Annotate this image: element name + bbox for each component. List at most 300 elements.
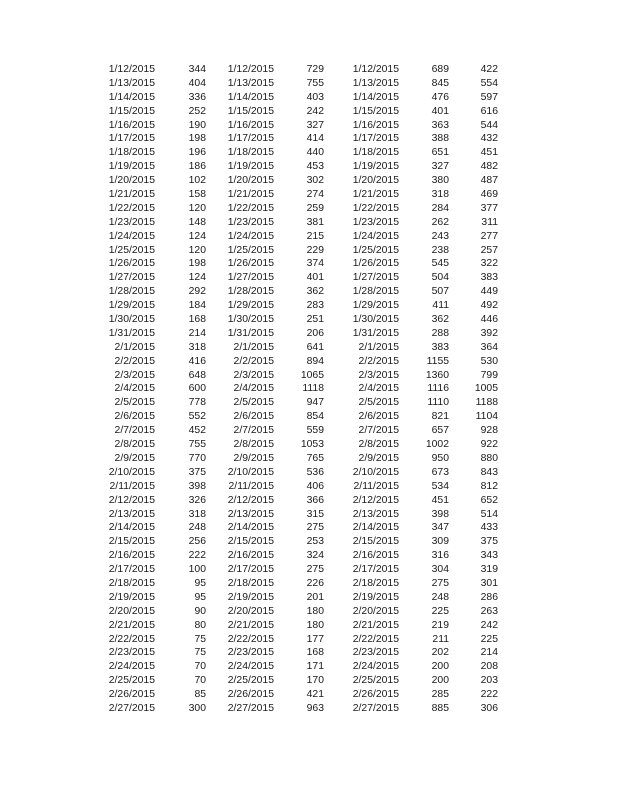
value-col-4: 1005 bbox=[474, 383, 498, 395]
table-row bbox=[0, 160, 618, 174]
date-col-3: 2/18/2015 bbox=[352, 577, 399, 589]
date-col-3: 2/22/2015 bbox=[352, 633, 399, 645]
value-col-4: 277 bbox=[480, 230, 498, 242]
date-col-1: 2/20/2015 bbox=[108, 605, 155, 617]
value-col-4: 843 bbox=[480, 466, 498, 478]
value-col-3: 380 bbox=[431, 175, 449, 187]
value-col-4: 375 bbox=[480, 536, 498, 548]
date-col-3: 2/24/2015 bbox=[352, 661, 399, 673]
value-col-2: 171 bbox=[306, 661, 324, 673]
date-col-3: 2/8/2015 bbox=[358, 439, 399, 451]
value-col-1: 318 bbox=[188, 341, 206, 353]
value-col-3: 318 bbox=[431, 189, 449, 201]
value-col-2: 765 bbox=[306, 452, 324, 464]
date-col-2: 2/5/2015 bbox=[233, 397, 274, 409]
value-col-1: 70 bbox=[194, 675, 206, 687]
date-col-3: 2/2/2015 bbox=[358, 355, 399, 367]
value-col-3: 363 bbox=[431, 119, 449, 131]
date-col-2: 1/21/2015 bbox=[227, 189, 274, 201]
value-col-1: 256 bbox=[188, 536, 206, 548]
date-col-2: 1/26/2015 bbox=[227, 258, 274, 270]
value-col-4: 322 bbox=[480, 258, 498, 270]
date-col-2: 1/19/2015 bbox=[227, 161, 274, 173]
value-col-1: 95 bbox=[194, 591, 206, 603]
date-col-1: 1/18/2015 bbox=[108, 147, 155, 159]
date-col-1: 2/26/2015 bbox=[108, 689, 155, 701]
date-col-3: 1/12/2015 bbox=[352, 64, 399, 75]
value-col-4: 263 bbox=[480, 605, 498, 617]
value-col-3: 1360 bbox=[425, 369, 449, 381]
value-col-1: 404 bbox=[188, 77, 206, 89]
value-col-2: 1118 bbox=[302, 383, 324, 395]
date-col-3: 1/23/2015 bbox=[352, 216, 399, 228]
table-row bbox=[0, 132, 618, 146]
value-col-1: 452 bbox=[188, 425, 206, 437]
value-col-4: 222 bbox=[480, 689, 498, 701]
date-col-2: 2/18/2015 bbox=[227, 577, 274, 589]
value-col-1: 196 bbox=[188, 147, 206, 159]
value-col-4: 377 bbox=[480, 202, 498, 214]
value-col-2: 641 bbox=[306, 341, 324, 353]
date-col-2: 1/24/2015 bbox=[227, 230, 274, 242]
value-col-3: 347 bbox=[431, 522, 449, 534]
date-col-2: 1/14/2015 bbox=[227, 91, 274, 103]
value-col-3: 885 bbox=[431, 702, 449, 714]
value-col-1: 85 bbox=[194, 689, 206, 701]
value-col-3: 219 bbox=[431, 619, 449, 631]
value-col-2: 362 bbox=[306, 286, 324, 298]
value-col-3: 411 bbox=[432, 300, 449, 312]
table-row bbox=[0, 646, 618, 660]
date-col-1: 1/14/2015 bbox=[108, 91, 155, 103]
date-col-2: 2/4/2015 bbox=[233, 383, 274, 395]
table-row bbox=[0, 355, 618, 369]
value-col-3: 304 bbox=[431, 564, 449, 576]
value-col-3: 309 bbox=[431, 536, 449, 548]
value-col-1: 778 bbox=[188, 397, 206, 409]
value-col-1: 248 bbox=[188, 522, 206, 534]
value-col-2: 406 bbox=[306, 480, 324, 492]
value-col-1: 375 bbox=[188, 466, 206, 478]
value-col-3: 1155 bbox=[426, 355, 449, 367]
date-col-1: 1/31/2015 bbox=[108, 327, 155, 339]
date-col-1: 2/18/2015 bbox=[108, 577, 155, 589]
table-row bbox=[0, 202, 618, 216]
value-col-1: 336 bbox=[188, 91, 206, 103]
value-col-1: 552 bbox=[188, 411, 206, 423]
date-col-3: 2/10/2015 bbox=[352, 466, 399, 478]
table-row bbox=[0, 299, 618, 313]
value-col-3: 507 bbox=[431, 286, 449, 298]
table-row bbox=[0, 382, 618, 396]
date-col-2: 2/13/2015 bbox=[227, 508, 274, 520]
table-row bbox=[0, 216, 618, 230]
date-col-1: 2/3/2015 bbox=[114, 369, 155, 381]
date-col-2: 2/10/2015 bbox=[227, 466, 274, 478]
value-col-1: 292 bbox=[188, 286, 206, 298]
table-row bbox=[0, 535, 618, 549]
value-col-1: 416 bbox=[188, 355, 206, 367]
date-col-2: 1/25/2015 bbox=[227, 244, 274, 256]
date-col-2: 2/12/2015 bbox=[227, 494, 274, 506]
date-col-1: 2/2/2015 bbox=[114, 355, 155, 367]
value-col-2: 259 bbox=[306, 202, 324, 214]
value-col-2: 381 bbox=[306, 216, 324, 228]
value-col-1: 90 bbox=[194, 605, 206, 617]
date-col-1: 1/27/2015 bbox=[108, 272, 155, 284]
date-col-2: 1/18/2015 bbox=[227, 147, 274, 159]
date-col-3: 2/13/2015 bbox=[352, 508, 399, 520]
value-col-4: 544 bbox=[480, 119, 498, 131]
value-col-3: 689 bbox=[431, 64, 449, 75]
date-col-3: 1/14/2015 bbox=[352, 91, 399, 103]
table-row bbox=[0, 244, 618, 258]
date-col-2: 2/9/2015 bbox=[233, 452, 274, 464]
date-col-3: 1/25/2015 bbox=[352, 244, 399, 256]
value-col-2: 170 bbox=[306, 675, 324, 687]
date-col-3: 2/7/2015 bbox=[358, 425, 399, 437]
table-row bbox=[0, 688, 618, 702]
date-col-3: 1/27/2015 bbox=[352, 272, 399, 284]
value-col-2: 324 bbox=[306, 550, 324, 562]
date-col-1: 2/11/2015 bbox=[109, 480, 155, 492]
value-col-4: 492 bbox=[480, 300, 498, 312]
value-col-4: 880 bbox=[480, 452, 498, 464]
value-col-3: 534 bbox=[431, 480, 449, 492]
date-col-2: 1/31/2015 bbox=[227, 327, 274, 339]
date-col-1: 2/13/2015 bbox=[108, 508, 155, 520]
table-row bbox=[0, 91, 618, 105]
value-col-4: 469 bbox=[480, 189, 498, 201]
date-col-2: 2/24/2015 bbox=[227, 661, 274, 673]
value-col-2: 206 bbox=[306, 327, 324, 339]
date-col-1: 1/23/2015 bbox=[108, 216, 155, 228]
date-col-2: 2/3/2015 bbox=[233, 369, 274, 381]
date-col-2: 2/14/2015 bbox=[227, 522, 274, 534]
value-col-4: 203 bbox=[480, 675, 498, 687]
value-col-2: 274 bbox=[306, 189, 324, 201]
date-col-3: 1/20/2015 bbox=[352, 175, 399, 187]
value-col-4: 597 bbox=[480, 91, 498, 103]
date-col-1: 2/22/2015 bbox=[108, 633, 155, 645]
value-col-2: 215 bbox=[306, 230, 324, 242]
value-col-2: 180 bbox=[306, 605, 324, 617]
value-col-4: 306 bbox=[480, 702, 498, 714]
date-col-2: 2/21/2015 bbox=[227, 619, 274, 631]
date-col-2: 2/8/2015 bbox=[233, 439, 274, 451]
value-col-2: 536 bbox=[306, 466, 324, 478]
value-col-1: 75 bbox=[194, 647, 206, 659]
date-col-3: 1/13/2015 bbox=[352, 77, 399, 89]
date-col-2: 2/2/2015 bbox=[233, 355, 274, 367]
date-col-1: 2/7/2015 bbox=[114, 425, 155, 437]
value-col-1: 102 bbox=[188, 175, 206, 187]
value-col-2: 302 bbox=[306, 175, 324, 187]
value-col-4: 208 bbox=[480, 661, 498, 673]
date-col-2: 1/13/2015 bbox=[227, 77, 274, 89]
value-col-4: 922 bbox=[480, 439, 498, 451]
date-col-1: 1/20/2015 bbox=[108, 175, 155, 187]
table-row bbox=[0, 605, 618, 619]
date-col-1: 1/13/2015 bbox=[108, 77, 155, 89]
date-col-2: 2/27/2015 bbox=[227, 702, 274, 714]
date-col-3: 1/24/2015 bbox=[352, 230, 399, 242]
date-col-3: 2/6/2015 bbox=[358, 411, 399, 423]
date-col-1: 2/1/2015 bbox=[114, 341, 155, 353]
value-col-4: 392 bbox=[480, 327, 498, 339]
table-row bbox=[0, 396, 618, 410]
value-col-2: 242 bbox=[306, 105, 324, 117]
value-col-1: 648 bbox=[188, 369, 206, 381]
value-col-3: 262 bbox=[431, 216, 449, 228]
table-row bbox=[0, 257, 618, 271]
date-col-1: 2/14/2015 bbox=[108, 522, 155, 534]
date-col-2: 2/11/2015 bbox=[228, 480, 274, 492]
value-col-4: 652 bbox=[480, 494, 498, 506]
date-col-3: 1/31/2015 bbox=[352, 327, 399, 339]
value-col-3: 504 bbox=[431, 272, 449, 284]
date-col-2: 2/17/2015 bbox=[227, 564, 274, 576]
date-col-1: 2/5/2015 bbox=[114, 397, 155, 409]
value-col-2: 315 bbox=[306, 508, 324, 520]
value-col-3: 225 bbox=[431, 605, 449, 617]
value-col-1: 168 bbox=[188, 314, 206, 326]
value-col-1: 198 bbox=[188, 133, 206, 145]
value-col-3: 200 bbox=[431, 675, 449, 687]
value-col-2: 180 bbox=[306, 619, 324, 631]
value-col-4: 422 bbox=[480, 64, 498, 75]
value-col-3: 362 bbox=[431, 314, 449, 326]
date-col-3: 1/15/2015 bbox=[352, 105, 399, 117]
date-col-2: 1/17/2015 bbox=[227, 133, 274, 145]
value-col-3: 316 bbox=[431, 550, 449, 562]
table-row bbox=[0, 702, 618, 716]
date-col-1: 1/29/2015 bbox=[108, 300, 155, 312]
date-col-2: 2/22/2015 bbox=[227, 633, 274, 645]
value-col-1: 124 bbox=[188, 230, 206, 242]
value-col-1: 148 bbox=[188, 216, 206, 228]
value-col-1: 120 bbox=[188, 244, 206, 256]
value-col-3: 238 bbox=[431, 244, 449, 256]
value-col-3: 284 bbox=[431, 202, 449, 214]
value-col-3: 398 bbox=[431, 508, 449, 520]
value-col-1: 80 bbox=[194, 619, 206, 631]
value-col-2: 177 bbox=[306, 633, 324, 645]
value-col-2: 275 bbox=[306, 564, 324, 576]
date-col-1: 2/12/2015 bbox=[108, 494, 155, 506]
value-col-1: 95 bbox=[194, 577, 206, 589]
value-col-1: 222 bbox=[188, 550, 206, 562]
value-col-3: 651 bbox=[431, 147, 449, 159]
table-row bbox=[0, 230, 618, 244]
value-col-2: 414 bbox=[306, 133, 324, 145]
value-col-2: 755 bbox=[306, 77, 324, 89]
value-col-4: 928 bbox=[480, 425, 498, 437]
value-col-3: 950 bbox=[431, 452, 449, 464]
value-col-4: 449 bbox=[480, 286, 498, 298]
date-col-3: 2/26/2015 bbox=[352, 689, 399, 701]
value-col-2: 854 bbox=[306, 411, 324, 423]
date-col-1: 1/21/2015 bbox=[108, 189, 155, 201]
date-col-3: 2/9/2015 bbox=[358, 452, 399, 464]
value-col-4: 286 bbox=[480, 591, 498, 603]
table-row bbox=[0, 369, 618, 383]
value-col-1: 755 bbox=[188, 439, 206, 451]
date-col-2: 1/16/2015 bbox=[227, 119, 274, 131]
value-col-3: 401 bbox=[431, 105, 449, 117]
date-col-1: 2/8/2015 bbox=[114, 439, 155, 451]
date-col-2: 2/25/2015 bbox=[227, 675, 274, 687]
table-row bbox=[0, 410, 618, 424]
value-col-4: 214 bbox=[480, 647, 498, 659]
value-col-4: 319 bbox=[480, 564, 498, 576]
date-col-1: 2/9/2015 bbox=[114, 452, 155, 464]
value-col-1: 186 bbox=[188, 161, 206, 173]
value-col-4: 301 bbox=[480, 577, 498, 589]
value-col-4: 487 bbox=[480, 175, 498, 187]
date-col-2: 1/23/2015 bbox=[227, 216, 274, 228]
date-col-2: 1/29/2015 bbox=[227, 300, 274, 312]
date-col-3: 1/19/2015 bbox=[352, 161, 399, 173]
value-col-4: 1104 bbox=[475, 411, 498, 423]
date-col-1: 2/24/2015 bbox=[108, 661, 155, 673]
date-col-1: 1/16/2015 bbox=[108, 119, 155, 131]
date-col-3: 2/25/2015 bbox=[352, 675, 399, 687]
data-table bbox=[0, 63, 618, 716]
value-col-4: 446 bbox=[480, 314, 498, 326]
value-col-3: 285 bbox=[431, 689, 449, 701]
value-col-2: 327 bbox=[306, 119, 324, 131]
date-col-1: 2/16/2015 bbox=[108, 550, 155, 562]
value-col-4: 530 bbox=[480, 355, 498, 367]
value-col-3: 248 bbox=[431, 591, 449, 603]
value-col-4: 383 bbox=[480, 272, 498, 284]
value-col-4: 225 bbox=[480, 633, 498, 645]
date-col-3: 2/27/2015 bbox=[352, 702, 399, 714]
value-col-1: 398 bbox=[188, 480, 206, 492]
date-col-1: 2/21/2015 bbox=[108, 619, 155, 631]
value-col-3: 202 bbox=[431, 647, 449, 659]
date-col-2: 2/15/2015 bbox=[227, 536, 274, 548]
date-col-1: 2/27/2015 bbox=[108, 702, 155, 714]
value-col-1: 184 bbox=[188, 300, 206, 312]
value-col-2: 283 bbox=[306, 300, 324, 312]
table-row bbox=[0, 633, 618, 647]
date-col-1: 1/19/2015 bbox=[108, 161, 155, 173]
table-row bbox=[0, 563, 618, 577]
table-row bbox=[0, 146, 618, 160]
date-col-3: 1/16/2015 bbox=[352, 119, 399, 131]
date-col-2: 2/1/2015 bbox=[233, 341, 274, 353]
value-col-2: 440 bbox=[306, 147, 324, 159]
date-col-1: 1/17/2015 bbox=[108, 133, 155, 145]
table-row bbox=[0, 466, 618, 480]
value-col-2: 374 bbox=[306, 258, 324, 270]
table-row bbox=[0, 271, 618, 285]
value-col-3: 288 bbox=[431, 327, 449, 339]
date-col-3: 2/15/2015 bbox=[352, 536, 399, 548]
date-col-3: 1/30/2015 bbox=[352, 314, 399, 326]
date-col-2: 1/12/2015 bbox=[227, 64, 274, 75]
value-col-4: 364 bbox=[480, 341, 498, 353]
value-col-2: 894 bbox=[306, 355, 324, 367]
value-col-2: 403 bbox=[306, 91, 324, 103]
date-col-3: 1/26/2015 bbox=[352, 258, 399, 270]
table-row bbox=[0, 313, 618, 327]
date-col-2: 1/22/2015 bbox=[227, 202, 274, 214]
date-col-3: 1/28/2015 bbox=[352, 286, 399, 298]
value-col-1: 100 bbox=[188, 564, 206, 576]
value-col-4: 616 bbox=[480, 105, 498, 117]
value-col-1: 70 bbox=[194, 661, 206, 673]
value-col-2: 421 bbox=[306, 689, 324, 701]
value-col-1: 300 bbox=[188, 702, 206, 714]
date-col-1: 2/10/2015 bbox=[108, 466, 155, 478]
date-col-3: 1/29/2015 bbox=[352, 300, 399, 312]
date-col-3: 1/17/2015 bbox=[352, 133, 399, 145]
value-col-2: 729 bbox=[306, 64, 324, 75]
value-col-3: 200 bbox=[431, 661, 449, 673]
value-col-3: 657 bbox=[431, 425, 449, 437]
value-col-4: 432 bbox=[480, 133, 498, 145]
date-col-3: 2/20/2015 bbox=[352, 605, 399, 617]
value-col-3: 673 bbox=[431, 466, 449, 478]
value-col-3: 388 bbox=[431, 133, 449, 145]
date-col-3: 2/19/2015 bbox=[352, 591, 399, 603]
table-row bbox=[0, 480, 618, 494]
value-col-1: 326 bbox=[188, 494, 206, 506]
date-col-2: 2/26/2015 bbox=[227, 689, 274, 701]
table-row bbox=[0, 660, 618, 674]
table-row bbox=[0, 119, 618, 133]
table-row bbox=[0, 591, 618, 605]
date-col-3: 2/5/2015 bbox=[358, 397, 399, 409]
date-col-2: 2/16/2015 bbox=[227, 550, 274, 562]
value-col-2: 251 bbox=[306, 314, 324, 326]
table-row bbox=[0, 521, 618, 535]
date-col-1: 1/24/2015 bbox=[108, 230, 155, 242]
date-col-2: 1/27/2015 bbox=[227, 272, 274, 284]
value-col-3: 476 bbox=[431, 91, 449, 103]
date-col-1: 1/15/2015 bbox=[108, 105, 155, 117]
date-col-3: 2/17/2015 bbox=[352, 564, 399, 576]
value-col-3: 845 bbox=[431, 77, 449, 89]
date-col-1: 1/30/2015 bbox=[108, 314, 155, 326]
date-col-2: 2/23/2015 bbox=[227, 647, 274, 659]
table-row bbox=[0, 438, 618, 452]
date-col-3: 1/21/2015 bbox=[352, 189, 399, 201]
date-col-1: 1/25/2015 bbox=[108, 244, 155, 256]
value-col-3: 1002 bbox=[425, 439, 449, 451]
table-row bbox=[0, 508, 618, 522]
value-col-3: 243 bbox=[431, 230, 449, 242]
date-col-3: 2/4/2015 bbox=[358, 383, 399, 395]
table-row bbox=[0, 77, 618, 91]
date-col-1: 2/19/2015 bbox=[108, 591, 155, 603]
value-col-2: 453 bbox=[306, 161, 324, 173]
table-row bbox=[0, 674, 618, 688]
date-col-2: 1/28/2015 bbox=[227, 286, 274, 298]
value-col-1: 190 bbox=[188, 119, 206, 131]
value-col-4: 242 bbox=[480, 619, 498, 631]
date-col-2: 1/15/2015 bbox=[227, 105, 274, 117]
value-col-1: 124 bbox=[188, 272, 206, 284]
date-col-3: 2/3/2015 bbox=[358, 369, 399, 381]
table-row bbox=[0, 188, 618, 202]
date-col-2: 2/20/2015 bbox=[227, 605, 274, 617]
value-col-3: 327 bbox=[431, 161, 449, 173]
value-col-2: 275 bbox=[306, 522, 324, 534]
